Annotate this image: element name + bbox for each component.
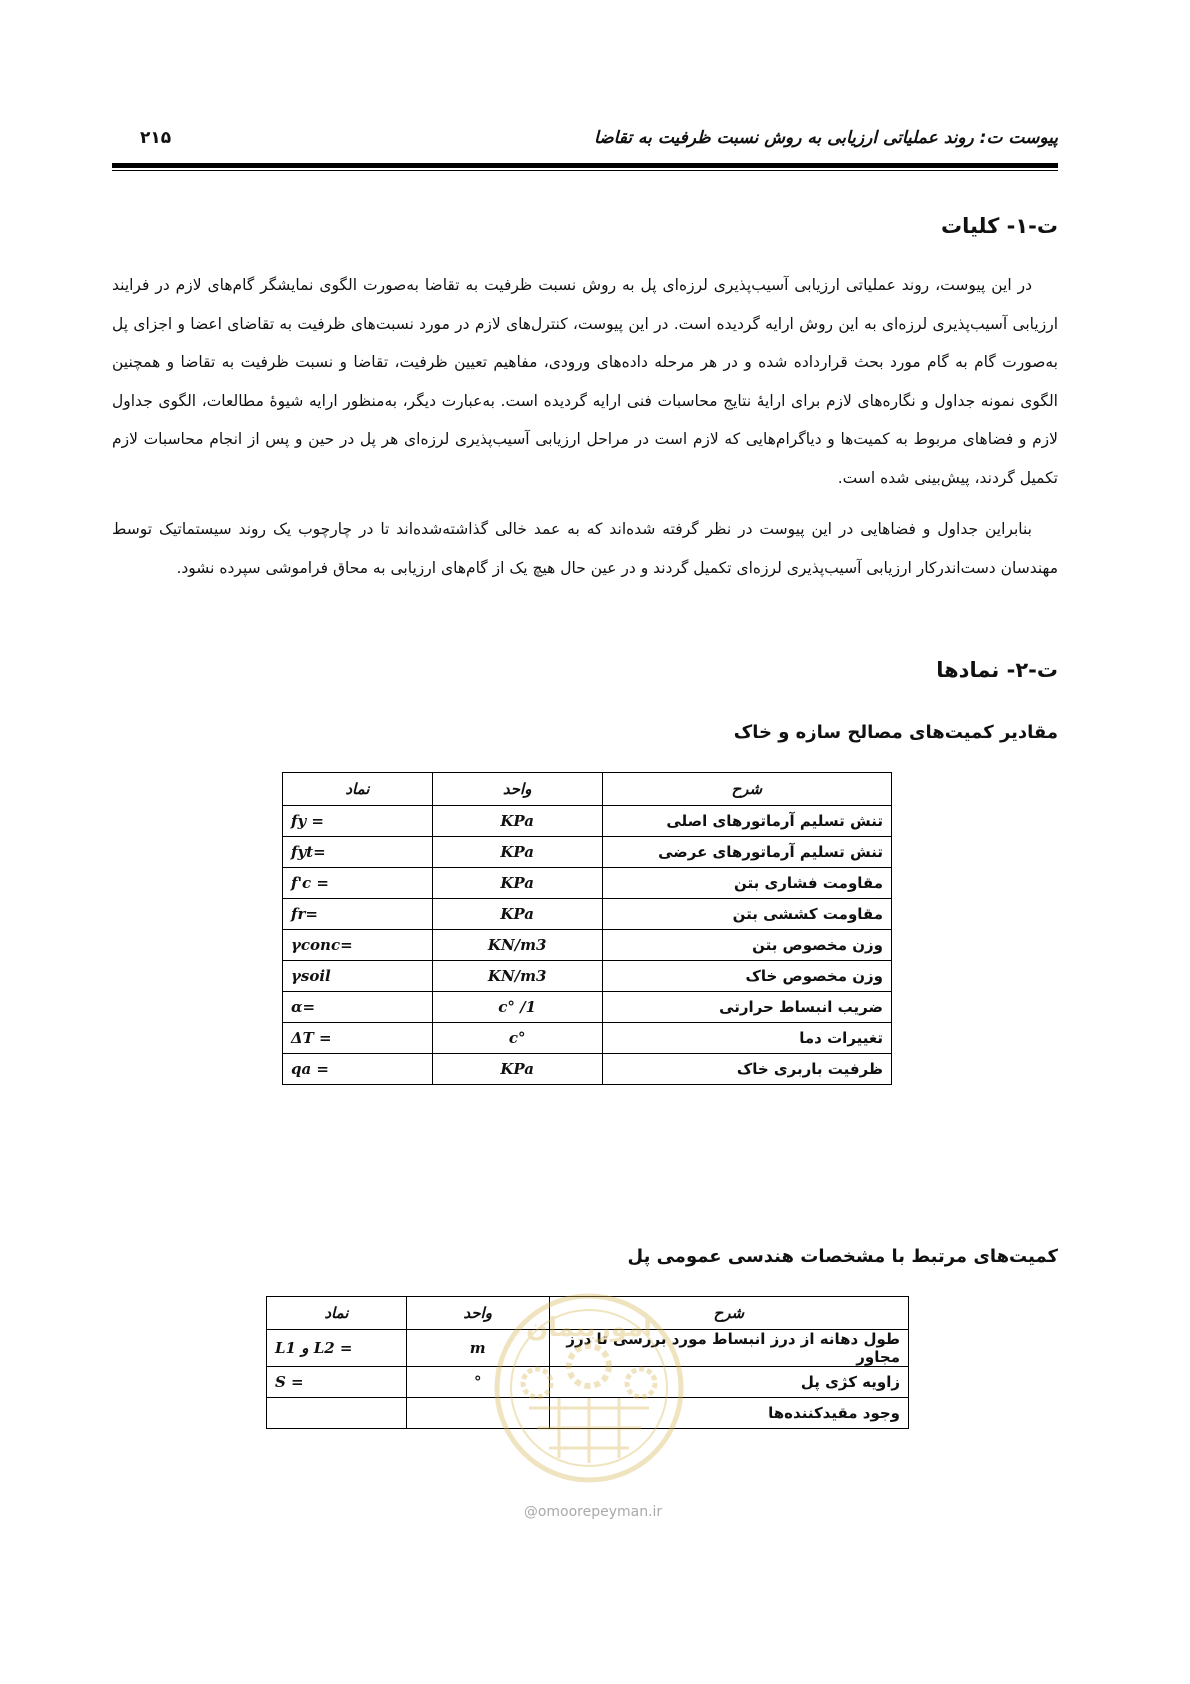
row-description: وزن مخصوص خاک: [602, 961, 891, 992]
row-symbol: γconc=: [283, 930, 433, 961]
material-properties-table: [282, 772, 892, 1085]
row-unit: KPa: [432, 899, 602, 930]
table-row: [283, 992, 892, 1023]
table1-title: مقادیر کمیت‌های مصالح سازه و خاک: [733, 722, 1058, 743]
row-unit: KPa: [432, 806, 602, 837]
row-symbol: qa =: [283, 1054, 433, 1085]
watermark-logo-text: امورپیمان: [525, 1313, 653, 1343]
body-paragraph-1: [112, 266, 1058, 498]
row-description: وجود مقیدکننده‌ها: [549, 1398, 908, 1429]
row-symbol: α=: [283, 992, 433, 1023]
row-symbol: S =: [267, 1367, 407, 1398]
page-header: [112, 128, 1058, 156]
row-unit: KPa: [432, 837, 602, 868]
row-description: ضریب انبساط حرارتی: [602, 992, 891, 1023]
row-symbol: [267, 1398, 407, 1429]
row-unit: °c: [432, 1023, 602, 1054]
row-symbol: L1 و L2 =: [267, 1330, 407, 1367]
table-header-row: [283, 773, 892, 806]
page-number: ۲۱۵: [140, 128, 172, 148]
table-row: [283, 961, 892, 992]
table-row: [283, 1023, 892, 1054]
row-unit: 1/ °c: [432, 992, 602, 1023]
row-unit: KN/m3: [432, 961, 602, 992]
section-heading-symbols: ت-۲- نمادها: [936, 658, 1058, 682]
row-unit: KN/m3: [432, 930, 602, 961]
column-header-description: شرح: [549, 1297, 908, 1330]
header-rule: [112, 163, 1058, 168]
row-symbol: γsoil: [283, 961, 433, 992]
body-paragraph-2: [112, 510, 1058, 587]
column-header-unit: واحد: [432, 773, 602, 806]
running-head: پیوست ت: روند عملیاتی ارزیابی به روش نسبت ظرفیت به تقاضا: [594, 128, 1058, 148]
table-row: [283, 1054, 892, 1085]
row-description: وزن مخصوص بتن: [602, 930, 891, 961]
row-symbol: fy =: [283, 806, 433, 837]
row-description: تنش تسلیم آرماتورهای اصلی: [602, 806, 891, 837]
row-description: مقاومت کششی بتن: [602, 899, 891, 930]
header-rule-thin: [112, 170, 1058, 171]
column-header-symbol: نماد: [283, 773, 433, 806]
section-heading-general: ت-۱- کلیات: [940, 214, 1058, 238]
paragraph-2-text: بنابراین جداول و فضاهایی در این پیوست در نظر گرفته شده‌اند که به عمد خالی گذاشته‌شده‌اند تا در چارچوب یک روند سیستماتیک توسط مهندسان دست‌اندرکار ارزیابی آسیب‌پذیری لرزه‌ای تکمیل گردند و در عین حال هیچ یک از گام‌های ارزیابی به محاق فراموشی سپرده نشود.: [112, 520, 1058, 577]
column-header-unit: واحد: [406, 1297, 549, 1330]
row-unit: KPa: [432, 868, 602, 899]
table-row: [283, 837, 892, 868]
row-description: تنش تسلیم آرماتورهای عرضی: [602, 837, 891, 868]
column-header-symbol: نماد: [267, 1297, 407, 1330]
table-row: [283, 899, 892, 930]
table2-title: کمیت‌های مرتبط با مشخصات هندسی عمومی پل: [627, 1246, 1058, 1267]
row-symbol: ΔT =: [283, 1023, 433, 1054]
watermark-logo: [489, 1288, 689, 1488]
row-symbol: fr=: [283, 899, 433, 930]
row-description: ظرفیت باربری خاک: [602, 1054, 891, 1085]
row-description: مقاومت فشاری بتن: [602, 868, 891, 899]
row-description: طول دهانه از درز انبساط مورد بررسی تا درز مجاور: [549, 1330, 908, 1367]
column-header-description: شرح: [602, 773, 891, 806]
row-unit: KPa: [432, 1054, 602, 1085]
table-row: [283, 930, 892, 961]
table-row: [283, 868, 892, 899]
watermark-url: @omoorepeyman.ir: [523, 1504, 663, 1520]
row-description: زاویه کژی پل: [549, 1367, 908, 1398]
table-row: [283, 806, 892, 837]
row-symbol: fyt=: [283, 837, 433, 868]
row-unit: °: [406, 1367, 549, 1398]
row-description: تغییرات دما: [602, 1023, 891, 1054]
row-unit: m: [406, 1330, 549, 1367]
paragraph-1-text: در این پیوست، روند عملیاتی ارزیابی آسیب‌پذیری لرزه‌ای پل به روش نسبت ظرفیت به تقاضا به‌صورت الگوی نمایشگر گام‌های لازم در فرایند ارزیابی آسیب‌پذیری لرزه‌ای به این روش ارایه گردیده است. در این پیوست، کنترل‌های لازم در مورد نسبت‌های ظرفیت به تقاضای اعضا و اجزای پل به‌صورت گام به گام مورد بحث قرارداده شده و در هر مرحله داده‌های ورودی، مفاهیم تعیین ظرفیت، تقاضا و نسبت ظرفیت به تقاضا و همچنین الگوی نمونه جداول و نگاره‌های لازم برای ارایهٔ نتایج محاسبات فنی ارایه گردیده است. به‌عبارت دیگر، به‌منظور ارایه شیوهٔ مطالعات، الگوی جداول لازم و فضاهای مربوط به کمیت‌ها و دیاگرام‌هایی که لازم است در مراحل ارزیابی آسیب‌پذیری لرزه‌ای هر پل در حین و پس از انجام محاسبات لازم تکمیل گردند، پیش‌بینی شده است.: [112, 276, 1058, 487]
row-symbol: f'c =: [283, 868, 433, 899]
